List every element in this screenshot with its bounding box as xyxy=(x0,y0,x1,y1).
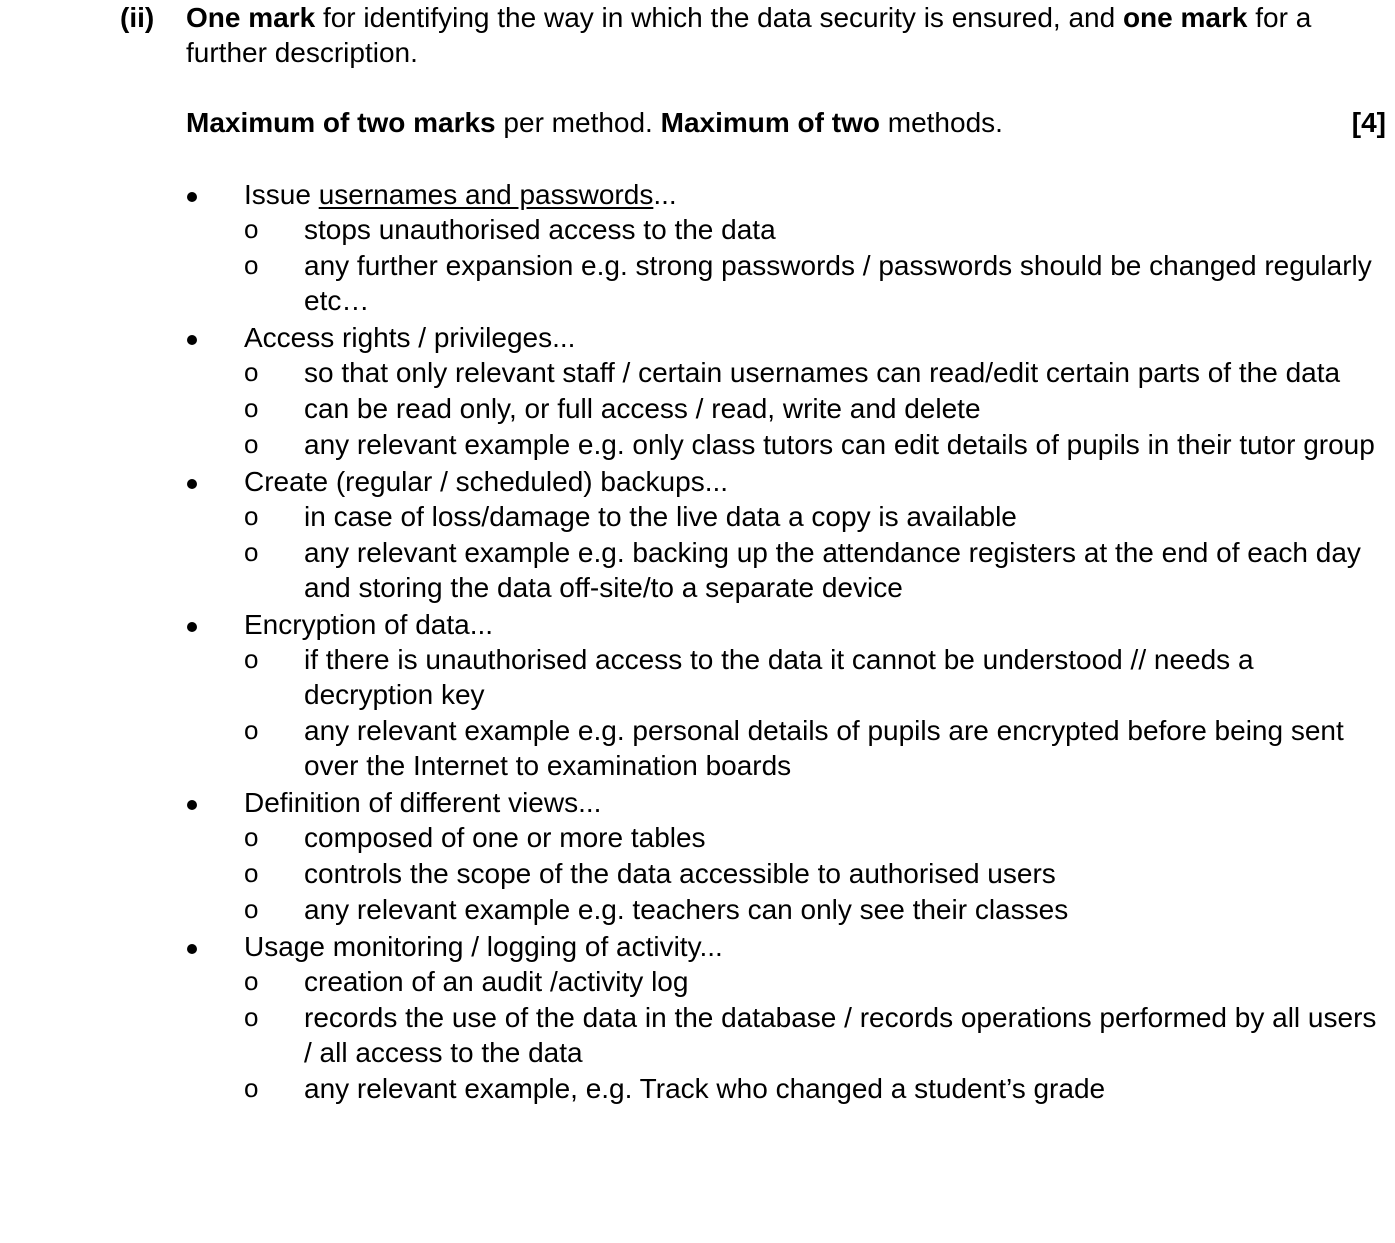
circle-bullet-icon: o xyxy=(244,1073,259,1103)
method-heading-text: Issue xyxy=(244,179,319,210)
circle-bullet-icon: o xyxy=(244,858,259,888)
bullet-dot-icon xyxy=(186,607,206,642)
method-detail-item xyxy=(244,499,1386,534)
method-item xyxy=(186,607,1386,783)
method-detail-text: any relevant example e.g. only class tutors can edit details of pupils in their tutor group xyxy=(304,429,1375,460)
max-text-1: per method. xyxy=(495,107,661,138)
intro-bold-one-mark: One mark xyxy=(186,2,316,33)
bullet-dot-icon xyxy=(186,464,206,499)
method-detail-list xyxy=(244,964,1386,1106)
circle-bullet-icon: o xyxy=(244,822,259,852)
method-heading xyxy=(244,607,1386,642)
method-detail-text: any relevant example e.g. teachers can only see their classes xyxy=(304,894,1069,925)
method-detail-item xyxy=(244,713,1386,783)
method-detail-item xyxy=(244,1000,1386,1070)
max-bold-2: Maximum of two xyxy=(660,107,880,138)
max-text-2: methods. xyxy=(879,107,1003,138)
method-detail-item xyxy=(244,1071,1386,1106)
method-item xyxy=(186,785,1386,927)
method-detail-text: records the use of the data in the database / records operations performed by all users / all access to the data xyxy=(304,1002,1377,1068)
intro-bold-one-mark-2: one mark xyxy=(1122,2,1248,33)
method-heading-text: Encryption of data... xyxy=(244,609,494,640)
maximum-marks-line xyxy=(186,105,1386,140)
method-heading-text: Usage monitoring / logging of activity... xyxy=(244,931,723,962)
circle-bullet-icon: o xyxy=(244,357,259,387)
bullet-dot-icon xyxy=(186,320,206,355)
circle-bullet-icon: o xyxy=(244,501,259,531)
intro-text-1: for identifying the way in which the data security is ensured, and xyxy=(315,2,1123,33)
bullet-dot-icon xyxy=(186,785,206,820)
method-detail-list xyxy=(244,642,1386,783)
method-detail-text: any further expansion e.g. strong passwords / passwords should be changed regularly etc… xyxy=(304,250,1372,316)
method-detail-list xyxy=(244,499,1386,605)
method-heading xyxy=(244,464,1386,499)
intro-text-2: for a further description. xyxy=(186,2,1312,68)
method-detail-text: composed of one or more tables xyxy=(304,822,706,853)
method-heading-suffix: ... xyxy=(653,179,677,210)
method-detail-text: creation of an audit /activity log xyxy=(304,966,689,997)
method-detail-item xyxy=(244,856,1386,891)
method-detail-item xyxy=(244,892,1386,927)
method-detail-item xyxy=(244,212,1386,247)
question-part-label: (ii) xyxy=(120,2,155,33)
method-item xyxy=(186,929,1386,1106)
circle-bullet-icon: o xyxy=(244,644,259,674)
method-detail-text: in case of loss/damage to the live data a copy is available xyxy=(304,501,1017,532)
method-detail-list xyxy=(244,355,1386,462)
bullet-dot-icon xyxy=(186,177,206,212)
method-heading-text: Create (regular / scheduled) backups... xyxy=(244,466,729,497)
method-detail-item xyxy=(244,391,1386,426)
method-heading xyxy=(244,785,1386,820)
method-detail-item xyxy=(244,248,1386,318)
method-detail-list xyxy=(244,212,1386,318)
method-detail-text: any relevant example e.g. backing up the attendance registers at the end of each day and storing the data off-site/to a separate device xyxy=(304,537,1361,603)
method-detail-item xyxy=(244,355,1386,390)
circle-bullet-icon: o xyxy=(244,429,259,459)
circle-bullet-icon: o xyxy=(244,214,259,244)
circle-bullet-icon: o xyxy=(244,894,259,924)
circle-bullet-icon: o xyxy=(244,715,259,745)
method-heading-underlined: usernames and passwords xyxy=(318,179,654,210)
method-heading xyxy=(244,177,1386,212)
method-detail-item xyxy=(244,427,1386,462)
question-intro xyxy=(186,0,1366,70)
bullet-dot-icon xyxy=(186,929,206,964)
method-detail-item xyxy=(244,642,1386,712)
circle-bullet-icon: o xyxy=(244,393,259,423)
method-detail-text: controls the scope of the data accessible to authorised users xyxy=(304,858,1056,889)
method-detail-text: any relevant example e.g. personal details of pupils are encrypted before being sent over the Internet to examination boards xyxy=(304,715,1344,781)
method-heading-text: Definition of different views... xyxy=(244,787,602,818)
total-marks: [4] xyxy=(1351,107,1386,138)
method-detail-text: any relevant example, e.g. Track who changed a student’s grade xyxy=(304,1073,1106,1104)
method-detail-text: can be read only, or full access / read, write and delete xyxy=(304,393,981,424)
circle-bullet-icon: o xyxy=(244,1002,259,1032)
method-detail-item xyxy=(244,964,1386,999)
method-heading xyxy=(244,320,1386,355)
method-detail-list xyxy=(244,820,1386,927)
method-detail-text: so that only relevant staff / certain usernames can read/edit certain parts of the data xyxy=(304,357,1341,388)
method-item xyxy=(186,320,1386,462)
method-detail-text: if there is unauthorised access to the data it cannot be understood // needs a decryption key xyxy=(304,644,1254,710)
circle-bullet-icon: o xyxy=(244,537,259,567)
method-detail-item xyxy=(244,820,1386,855)
method-detail-text: stops unauthorised access to the data xyxy=(304,214,776,245)
method-heading xyxy=(244,929,1386,964)
circle-bullet-icon: o xyxy=(244,966,259,996)
security-methods-list xyxy=(186,177,1386,1108)
circle-bullet-icon: o xyxy=(244,250,259,280)
max-bold-1: Maximum of two marks xyxy=(186,107,496,138)
method-detail-item xyxy=(244,535,1386,605)
method-heading-text: Access rights / privileges... xyxy=(244,322,576,353)
method-item xyxy=(186,177,1386,318)
method-item xyxy=(186,464,1386,605)
